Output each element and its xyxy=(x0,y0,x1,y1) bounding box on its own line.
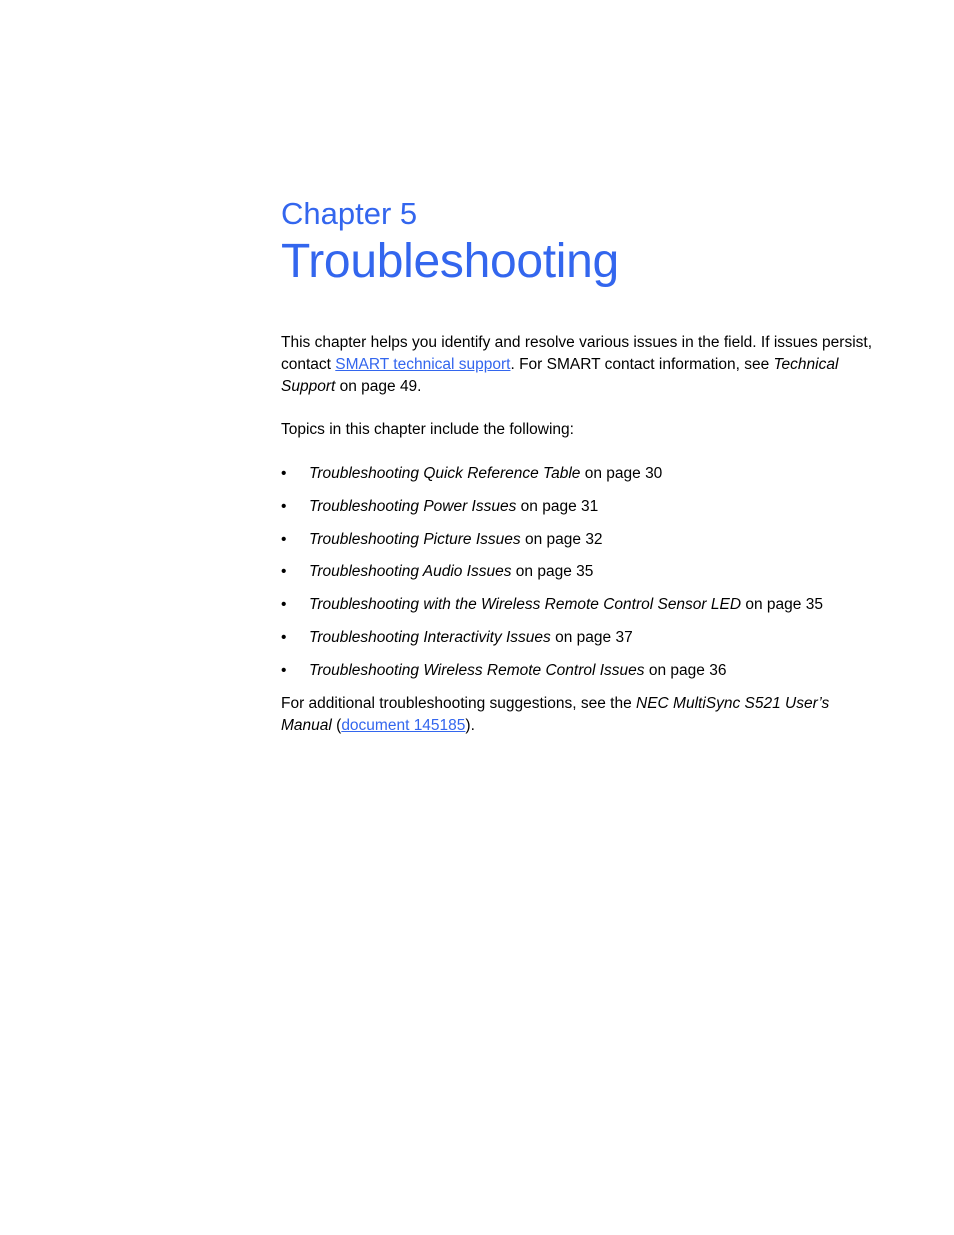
bullet-mark: • xyxy=(281,530,287,548)
topic-title: Troubleshooting Picture Issues xyxy=(309,530,521,548)
topic-title: Troubleshooting Interactivity Issues xyxy=(309,628,551,646)
intro-text-1: This chapter helps you identify and resolve various issues in the field. If issues persist, contact xyxy=(281,334,873,373)
bullet-mark: • xyxy=(281,497,287,515)
list-item xyxy=(281,561,881,583)
list-item xyxy=(281,463,881,485)
topic-page: on page 37 xyxy=(550,628,633,646)
bullet-mark: • xyxy=(281,465,287,482)
list-item xyxy=(281,660,881,682)
bullet-mark: • xyxy=(281,661,287,679)
chapter-number: Chapter 5 xyxy=(281,196,418,231)
topic-page: on page 31 xyxy=(516,497,599,515)
list-item xyxy=(281,594,881,616)
topic-title: Troubleshooting Audio Issues xyxy=(309,563,512,581)
closing-paragraph xyxy=(281,693,881,737)
chapter-title: Troubleshooting xyxy=(281,235,619,288)
topic-page: on page 36 xyxy=(644,661,727,679)
intro-text-2: . For SMART contact information, see xyxy=(510,356,774,373)
closing-text-2: ( xyxy=(331,716,342,734)
intro-paragraph xyxy=(281,332,881,398)
bullet-mark: • xyxy=(281,628,287,646)
manual-title: NEC MultiSync S521 User’s Manual xyxy=(281,694,830,734)
topic-title: Troubleshooting with the Wireless Remote Control Sensor LED xyxy=(309,596,742,614)
topic-title: Troubleshooting Quick Reference Table xyxy=(309,465,581,482)
topic-page: on page 35 xyxy=(741,596,823,614)
topic-title: Troubleshooting Wireless Remote Control Issues xyxy=(309,661,645,679)
closing-text-3: ). xyxy=(465,716,475,734)
list-item xyxy=(281,529,881,551)
topic-title: Troubleshooting Power Issues xyxy=(309,497,517,515)
topic-page: on page 35 xyxy=(511,563,594,581)
closing-text-1: For additional troubleshooting suggestions, see the xyxy=(281,694,637,712)
bullet-mark: • xyxy=(281,596,287,614)
technical-support-reference: Technical Support xyxy=(281,356,839,395)
bullet-mark: • xyxy=(281,563,287,581)
list-item xyxy=(281,627,881,649)
list-item xyxy=(281,496,881,518)
smart-support-link[interactable]: SMART technical support xyxy=(335,356,511,373)
topic-page: on page 30 xyxy=(580,465,663,482)
topics-intro: Topics in this chapter include the following: xyxy=(281,421,574,438)
page-content xyxy=(281,194,881,737)
topic-page: on page 32 xyxy=(520,530,603,548)
intro-text-3: on page 49. xyxy=(335,378,422,395)
document-link[interactable]: document 145185 xyxy=(341,716,466,734)
topic-list xyxy=(281,463,881,682)
